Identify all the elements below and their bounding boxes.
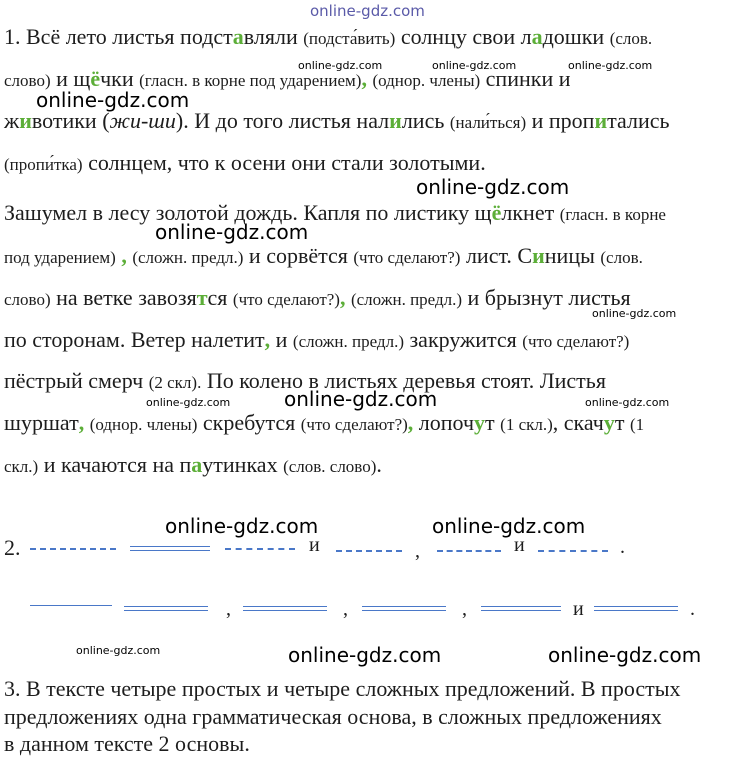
comma: , bbox=[226, 598, 231, 620]
task1-line: под ударением) , (сложн. предл.) и сорвётся (что сделают?) лист. Синицы (слов. bbox=[4, 243, 643, 268]
task3-line: 3. В тексте четыре простых и четыре сложных предложений. В простых bbox=[4, 676, 681, 701]
task1-line: пёстрый смерч (2 скл). По колено в листьях деревья стоят. Листья bbox=[4, 368, 606, 393]
task1-line: слово) и щёчки (гласн. в корне под ударением), (однор. члены) спинки и bbox=[4, 66, 571, 91]
subject-underline bbox=[336, 550, 402, 552]
task1-line: слово) на ветке завозятся (что сделают?), (сложн. предл.) и брызнут листья bbox=[4, 285, 631, 310]
period: . bbox=[620, 536, 625, 558]
predicate-underline bbox=[124, 606, 208, 611]
watermark-top: online-gdz.com bbox=[310, 2, 425, 20]
predicate-underline bbox=[481, 606, 561, 611]
watermark: online-gdz.com bbox=[432, 514, 586, 538]
watermark: online-gdz.com bbox=[432, 59, 517, 72]
conjunction: и bbox=[514, 534, 525, 556]
task1-line: Зашумел в лесу золотой дождь. Капля по листику щёлкнет (гласн. в корне bbox=[4, 200, 666, 225]
watermark: online-gdz.com bbox=[298, 59, 383, 72]
comma: , bbox=[415, 540, 420, 562]
task2-number: 2. bbox=[4, 535, 21, 560]
conjunction: и bbox=[309, 534, 320, 556]
comma: , bbox=[343, 598, 348, 620]
watermark: online-gdz.com bbox=[585, 396, 670, 409]
predicate-underline bbox=[362, 606, 446, 611]
conjunction: и bbox=[573, 598, 584, 620]
watermark: online-gdz.com bbox=[568, 59, 653, 72]
watermark: online-gdz.com bbox=[155, 220, 309, 244]
watermark: online-gdz.com bbox=[36, 88, 190, 112]
predicate-underline bbox=[594, 606, 678, 611]
subject-underline bbox=[30, 605, 112, 606]
predicate-underline bbox=[130, 546, 210, 551]
subject-underline bbox=[225, 548, 295, 550]
comma: , bbox=[462, 598, 467, 620]
watermark: online-gdz.com bbox=[76, 644, 161, 657]
task1-line: (пропи́тка) солнцем, что к осени они стали золотыми. bbox=[4, 150, 486, 175]
watermark: online-gdz.com bbox=[592, 307, 677, 320]
subject-underline bbox=[437, 550, 501, 552]
watermark: online-gdz.com bbox=[288, 643, 442, 667]
period: . bbox=[690, 598, 695, 620]
task1-line: шуршат, (однор. члены) скребутся (что сделают?), лопочут (1 скл.), скачут (1 bbox=[4, 410, 645, 435]
task3-line: в данном тексте 2 основы. bbox=[4, 731, 250, 756]
subject-underline bbox=[30, 548, 116, 550]
watermark: online-gdz.com bbox=[548, 643, 702, 667]
watermark: online-gdz.com bbox=[146, 396, 231, 409]
task1-line: по сторонам. Ветер налетит, и (сложн. предл.) закружится (что сделают?) bbox=[4, 327, 630, 352]
predicate-underline bbox=[243, 606, 327, 611]
task1-line: животики (жи-ши). И до того листья налились (нали́ться) и пропитались bbox=[4, 108, 670, 133]
task1-line: 1. Всё лето листья подставляли (подста́вить) солнцу свои ладошки (слов. bbox=[4, 24, 653, 49]
watermark: online-gdz.com bbox=[416, 175, 570, 199]
watermark: online-gdz.com bbox=[284, 387, 438, 411]
task3-line: предложениях одна грамматическая основа, в сложных предложениях bbox=[4, 704, 662, 729]
task1-line: скл.) и качаются на паутинках (слов. слово). bbox=[4, 452, 382, 477]
subject-underline bbox=[538, 550, 608, 552]
watermark: online-gdz.com bbox=[165, 514, 319, 538]
